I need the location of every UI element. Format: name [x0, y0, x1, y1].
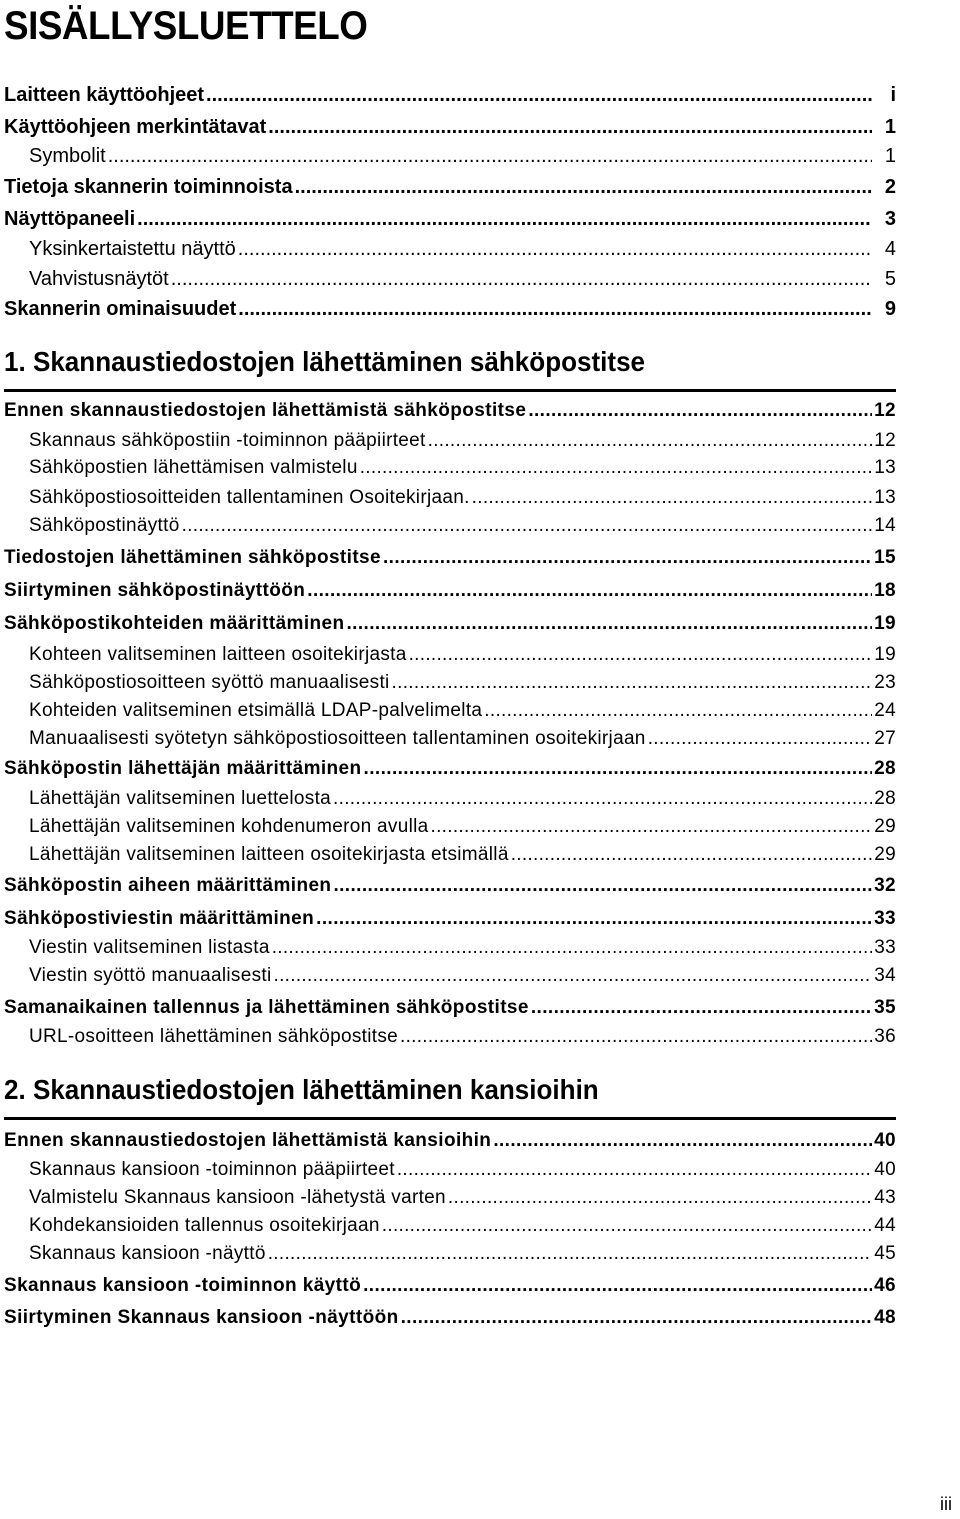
toc-entry-title: Sähköpostien lähettämisen valmistelu — [29, 457, 358, 478]
toc-entry[interactable] — [4, 400, 896, 422]
toc-entry-page: 40 — [874, 1130, 896, 1151]
toc-entry[interactable] — [29, 515, 896, 537]
toc-entry-title: Käyttöohjeen merkintätavat — [4, 116, 267, 138]
dot-leader — [400, 1026, 872, 1048]
dot-leader — [431, 816, 873, 838]
dot-leader — [333, 875, 872, 897]
toc-entry-page: 40 — [874, 1159, 896, 1180]
dot-leader — [171, 268, 872, 291]
toc-entry[interactable] — [4, 997, 896, 1019]
dot-leader — [206, 84, 872, 107]
toc-entry-page: 33 — [874, 908, 896, 929]
toc-entry-page: 28 — [874, 788, 896, 809]
toc-entry-title: Ennen skannaustiedostojen lähettämistä sähköpostitse — [4, 400, 527, 421]
toc-entry-title: Skannaus kansioon -toiminnon käyttö — [4, 1275, 362, 1296]
toc-entry-page: 15 — [874, 547, 896, 568]
toc-entry[interactable] — [4, 1130, 896, 1152]
toc-entry-title: Siirtyminen Skannaus kansioon -näyttöön — [4, 1307, 399, 1328]
dot-leader — [182, 515, 872, 537]
toc-entry-title: Lähettäjän valitseminen luettelosta — [29, 788, 332, 809]
toc-entry[interactable] — [4, 613, 896, 635]
toc-entry-page: 33 — [874, 937, 896, 958]
toc-entry-page: 1 — [884, 145, 896, 167]
toc-entry-page: 34 — [874, 965, 896, 986]
dot-leader — [382, 1215, 872, 1237]
toc-entry[interactable] — [29, 268, 896, 291]
toc-entry[interactable] — [4, 758, 896, 780]
toc-entry[interactable] — [29, 937, 896, 959]
toc-entry[interactable] — [4, 1275, 896, 1297]
toc-entry-page: 29 — [874, 844, 896, 865]
toc-entry-title: Kohdekansioiden tallennus osoitekirjaan — [29, 1215, 380, 1236]
dot-leader — [137, 208, 872, 231]
dot-leader — [307, 580, 872, 602]
toc-entry-title: Sähköpostin lähettäjän määrittäminen — [4, 758, 362, 779]
section-divider — [4, 1117, 896, 1120]
toc-entry-title: Manuaalisesti syötetyn sähköpostiosoitteen tallentaminen osoitekirjaan — [29, 728, 646, 749]
toc-entry-page: 13 — [874, 487, 896, 508]
dot-leader — [528, 400, 872, 422]
toc-entry[interactable] — [29, 487, 896, 509]
toc-entry-page: 5 — [884, 268, 896, 290]
toc-entry-page: i — [890, 84, 896, 106]
toc-entry-page: 12 — [874, 400, 896, 421]
toc-entry-title: Lähettäjän valitseminen kohdenumeron avulla — [29, 816, 429, 837]
toc-entry[interactable] — [4, 580, 896, 602]
toc-entry-title: Skannerin ominaisuudet — [4, 298, 237, 320]
dot-leader — [472, 487, 872, 509]
toc-entry-page: 19 — [874, 644, 896, 665]
page-title: SISÄLLYSLUETTELO — [4, 4, 368, 48]
toc-entry[interactable] — [29, 788, 896, 810]
toc-entry-title: Skannaus sähköpostiin -toiminnon pääpiirteet — [29, 430, 426, 451]
toc-entry-title: Sähköpostin aiheen määrittäminen — [4, 875, 332, 896]
toc-entry[interactable] — [29, 672, 896, 694]
toc-entry-page: 43 — [874, 1187, 896, 1208]
toc-entry-title: Laitteen käyttöohjeet — [4, 84, 205, 106]
dot-leader — [238, 298, 872, 321]
toc-entry-title: Sähköpostiosoitteiden tallentaminen Osoitekirjaan. — [29, 487, 470, 508]
toc-entry[interactable] — [4, 908, 896, 930]
toc-entry[interactable] — [29, 816, 896, 838]
toc-entry-page: 19 — [874, 613, 896, 634]
toc-entry[interactable] — [29, 1026, 896, 1048]
toc-entry-title: Sähköpostiosoitteen syöttö manuaalisesti — [29, 672, 390, 693]
dot-leader — [268, 1243, 872, 1265]
toc-entry-title: Skannaus kansioon -toiminnon pääpiirteet — [29, 1159, 395, 1180]
toc-entry-title: Vahvistusnäytöt — [29, 268, 169, 290]
dot-leader — [401, 1307, 872, 1329]
toc-entry-page: 24 — [874, 700, 896, 721]
toc-entry-page: 23 — [874, 672, 896, 693]
toc-entry-title: Viestin valitseminen listasta — [29, 937, 270, 958]
toc-entry-page: 2 — [884, 176, 896, 198]
dot-leader — [409, 644, 872, 666]
toc-entry-page: 44 — [874, 1215, 896, 1236]
toc-entry-page: 3 — [884, 208, 896, 230]
dot-leader — [364, 758, 872, 780]
toc-entry[interactable] — [29, 457, 896, 479]
page-number: iii — [940, 1494, 952, 1514]
dot-leader — [333, 788, 872, 810]
toc-entry[interactable] — [29, 700, 896, 722]
toc-entry-page: 28 — [874, 758, 896, 779]
dot-leader — [383, 547, 872, 569]
dot-leader — [272, 937, 872, 959]
dot-leader — [274, 965, 872, 987]
toc-entry-title: Viestin syöttö manuaalisesti — [29, 965, 272, 986]
dot-leader — [493, 1130, 872, 1152]
toc-entry[interactable] — [4, 875, 896, 897]
toc-entry[interactable] — [4, 547, 896, 569]
toc-entry-title: Valmistelu Skannaus kansioon -lähetystä varten — [29, 1187, 446, 1208]
toc-entry[interactable] — [29, 1159, 896, 1181]
dot-leader — [363, 1275, 872, 1297]
toc-entry-page: 9 — [884, 298, 896, 320]
toc-entry-page: 27 — [874, 728, 896, 749]
toc-entry-page: 32 — [874, 875, 896, 896]
toc-entry-title: Tiedostojen lähettäminen sähköpostitse — [4, 547, 381, 568]
dot-leader — [316, 908, 872, 930]
toc-entry-title: Kohteen valitseminen laitteen osoitekirjasta — [29, 644, 407, 665]
toc-entry[interactable] — [29, 1243, 896, 1265]
toc-entry[interactable] — [29, 238, 896, 261]
toc-entry-title: Symbolit — [29, 145, 106, 167]
toc-entry[interactable] — [29, 430, 896, 452]
toc-entry-title: Sähköpostiviestin määrittäminen — [4, 908, 315, 929]
toc-entry-page: 35 — [874, 997, 896, 1018]
toc-entry-title: Skannaus kansioon -näyttö — [29, 1243, 266, 1264]
dot-leader — [511, 844, 872, 866]
toc-entry-title: Samanaikainen tallennus ja lähettäminen sähköpostitse — [4, 997, 529, 1018]
section-divider — [4, 389, 896, 392]
dot-leader — [648, 728, 872, 750]
toc-entry[interactable] — [29, 1215, 896, 1237]
dot-leader — [238, 238, 872, 261]
dot-leader — [448, 1187, 872, 1209]
toc-entry[interactable] — [4, 84, 896, 107]
dot-leader — [295, 176, 872, 199]
toc-entry-title: Näyttöpaneeli — [4, 208, 136, 230]
toc-entry-page: 45 — [874, 1243, 896, 1264]
toc-entry[interactable] — [4, 208, 896, 231]
toc-entry-title: URL-osoitteen lähettäminen sähköpostitse — [29, 1026, 398, 1047]
toc-entry-page: 36 — [874, 1026, 896, 1047]
toc-entry-title: Lähettäjän valitseminen laitteen osoitekirjasta etsimällä — [29, 844, 509, 865]
toc-entry[interactable] — [29, 644, 896, 666]
dot-leader — [392, 672, 872, 694]
toc-entry[interactable] — [29, 965, 896, 987]
section-title[interactable]: 2. Skannaustiedostojen lähettäminen kansioihin — [4, 1074, 599, 1105]
toc-entry-page: 4 — [884, 238, 896, 260]
toc-entry-title: Ennen skannaustiedostojen lähettämistä kansioihin — [4, 1130, 492, 1151]
toc-entry[interactable] — [29, 145, 896, 168]
toc-entry-page: 14 — [874, 515, 896, 536]
toc-entry-title: Sähköpostikohteiden määrittäminen — [4, 613, 345, 634]
toc-entry-page: 13 — [874, 457, 896, 478]
toc-entry-page: 48 — [874, 1307, 896, 1328]
toc-entry-page: 18 — [874, 580, 896, 601]
toc-entry-title: Sähköpostinäyttö — [29, 515, 180, 536]
dot-leader — [268, 116, 872, 139]
toc-entry-page: 29 — [874, 816, 896, 837]
dot-leader — [397, 1159, 872, 1181]
toc-entry[interactable] — [4, 116, 896, 139]
toc-entry-title: Tietoja skannerin toiminnoista — [4, 176, 293, 198]
toc-entry[interactable] — [29, 844, 896, 866]
toc-entry-title: Yksinkertaistettu näyttö — [29, 238, 236, 260]
dot-leader — [347, 613, 873, 635]
toc-entry[interactable] — [4, 298, 896, 321]
dot-leader — [108, 145, 872, 168]
section-title[interactable]: 1. Skannaustiedostojen lähettäminen sähköpostitse — [4, 346, 646, 377]
dot-leader — [484, 700, 872, 722]
toc-entry[interactable] — [29, 728, 896, 750]
dot-leader — [360, 457, 872, 479]
dot-leader — [531, 997, 872, 1019]
toc-entry-title: Kohteiden valitseminen etsimällä LDAP-palvelimelta — [29, 700, 483, 721]
toc-entry[interactable] — [4, 176, 896, 199]
toc-entry[interactable] — [4, 1307, 896, 1329]
toc-entry-title: Siirtyminen sähköpostinäyttöön — [4, 580, 306, 601]
toc-entry-page: 1 — [884, 116, 896, 138]
toc-entry-page: 12 — [874, 430, 896, 451]
toc-entry-page: 46 — [874, 1275, 896, 1296]
dot-leader — [428, 430, 872, 452]
toc-entry[interactable] — [29, 1187, 896, 1209]
